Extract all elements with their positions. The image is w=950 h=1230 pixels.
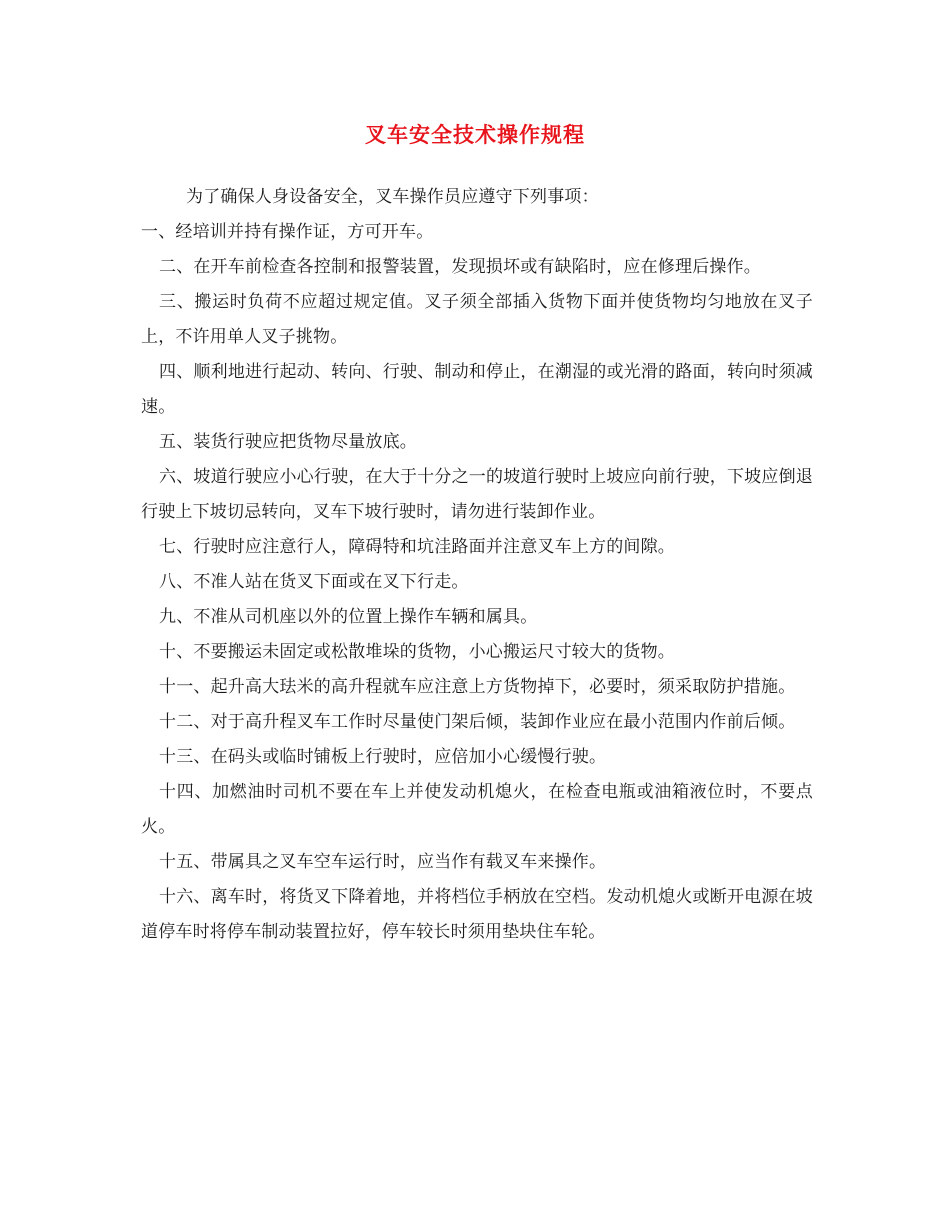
intro-paragraph: 为了确保人身设备安全，叉车操作员应遵守下列事项： xyxy=(186,187,599,207)
rule-item-4: 四、顺利地进行起动、转向、行驶、制动和停止，在潮湿的或光滑的路面，转向时须减速。 xyxy=(141,362,813,417)
rule-item-14: 十四、加燃油时司机不要在车上并使发动机熄火，在检查电瓶或油箱液位时，不要点火。 xyxy=(141,782,813,837)
rule-item-6: 六、坡道行驶应小心行驶，在大于十分之一的坡道行驶时上坡应向前行驶，下坡应倒退行驶上下坡切忌转向，叉车下坡行驶时，请勿进行装卸作业。 xyxy=(141,467,813,522)
rule-item-1: 一、经培训并持有操作证，方可开车。 xyxy=(141,222,434,242)
document-body xyxy=(141,180,813,950)
rule-item-9: 九、不准从司机座以外的位置上操作车辆和属具。 xyxy=(159,607,538,627)
rule-item-12: 十二、对于高升程叉车工作时尽量使门架后倾，装卸作业应在最小范围内作前后倾。 xyxy=(159,712,796,732)
rule-item-11: 十一、起升高大珐米的高升程就车应注意上方货物掉下，必要时，须采取防护措施。 xyxy=(159,677,796,697)
rule-item-2: 二、在开车前检查各控制和报警装置，发现损坏或有缺陷时，应在修理后操作。 xyxy=(159,257,761,277)
rule-item-13: 十三、在码头或临时铺板上行驶时，应倍加小心缓慢行驶。 xyxy=(159,747,607,767)
rule-item-3: 三、搬运时负荷不应超过规定值。叉子须全部插入货物下面并使货物均匀地放在叉子上，不许用单人叉子挑物。 xyxy=(141,292,813,347)
rule-item-16: 十六、离车时，将货叉下降着地，并将档位手柄放在空档。发动机熄火或断开电源在坡道停车时将停车制动装置拉好，停车较长时须用垫块住车轮。 xyxy=(141,887,813,942)
rule-item-15: 十五、带属具之叉车空车运行时，应当作有载叉车来操作。 xyxy=(159,852,607,872)
rule-item-10: 十、不要搬运未固定或松散堆垛的货物，小心搬运尺寸较大的货物。 xyxy=(159,642,675,662)
rule-item-7: 七、行驶时应注意行人，障碍特和坑洼路面并注意叉车上方的间隙。 xyxy=(159,537,675,557)
document-title: 叉车安全技术操作规程 xyxy=(365,122,585,147)
rule-item-8: 八、不准人站在货叉下面或在叉下行走。 xyxy=(159,572,469,592)
rule-item-5: 五、装货行驶应把货物尽量放底。 xyxy=(159,432,417,452)
